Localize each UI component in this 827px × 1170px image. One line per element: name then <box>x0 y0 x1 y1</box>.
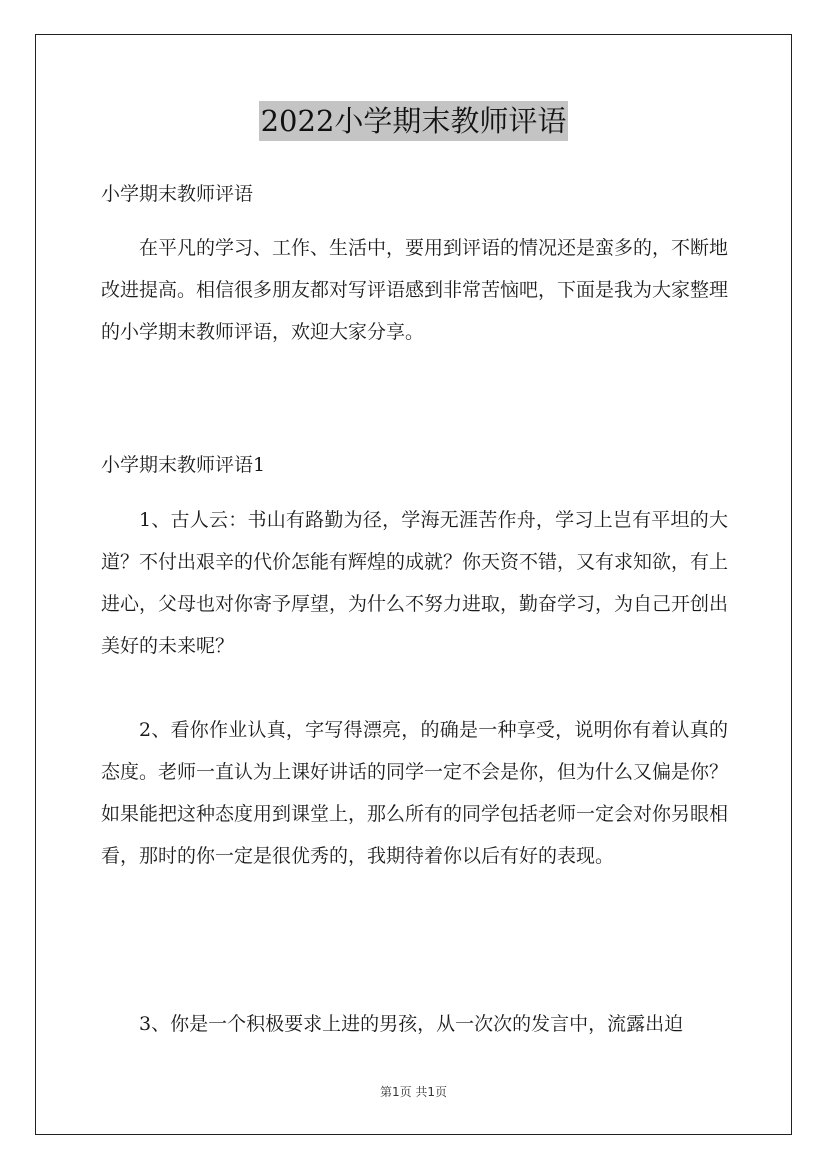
list-item: 3、你是一个积极要求上进的男孩，从一次次的发言中，流露出迫 <box>139 1013 684 1035</box>
document-subtitle: 小学期末教师评语 <box>101 183 254 205</box>
title-container <box>0 101 827 141</box>
list-item: 2、看你作业认真，字写得漂亮，的确是一种享受，说明你有着认真的态度。老师一直认为上课好讲话的同学一定不会是你，但为什么又偏是你？如果能把这种态度用到课堂上，那么所有的同学包括老师一定会对你另眼相看，那时的你一定是很优秀的，我期待着你以后有好的表现。 <box>101 719 729 867</box>
list-item: 1、古人云：书山有路勤为径，学海无涯苦作舟，学习上岂有平坦的大道？不付出艰辛的代价怎能有辉煌的成就？你天资不错，又有求知欲，有上进心，父母也对你寄予厚望，为什么不努力进取，勤奋学习，为自己开创出美好的未来呢？ <box>101 509 729 657</box>
page-footer: 第1页 共1页 <box>379 1085 448 1099</box>
section-heading: 小学期末教师评语1 <box>101 454 266 476</box>
document-title: 2022小学期末教师评语 <box>259 101 569 141</box>
intro-paragraph: 在平凡的学习、工作、生活中，要用到评语的情况还是蛮多的，不断地改进提高。相信很多朋友都对写评语感到非常苦恼吧，下面是我为大家整理的小学期末教师评语，欢迎大家分享。 <box>101 237 729 343</box>
